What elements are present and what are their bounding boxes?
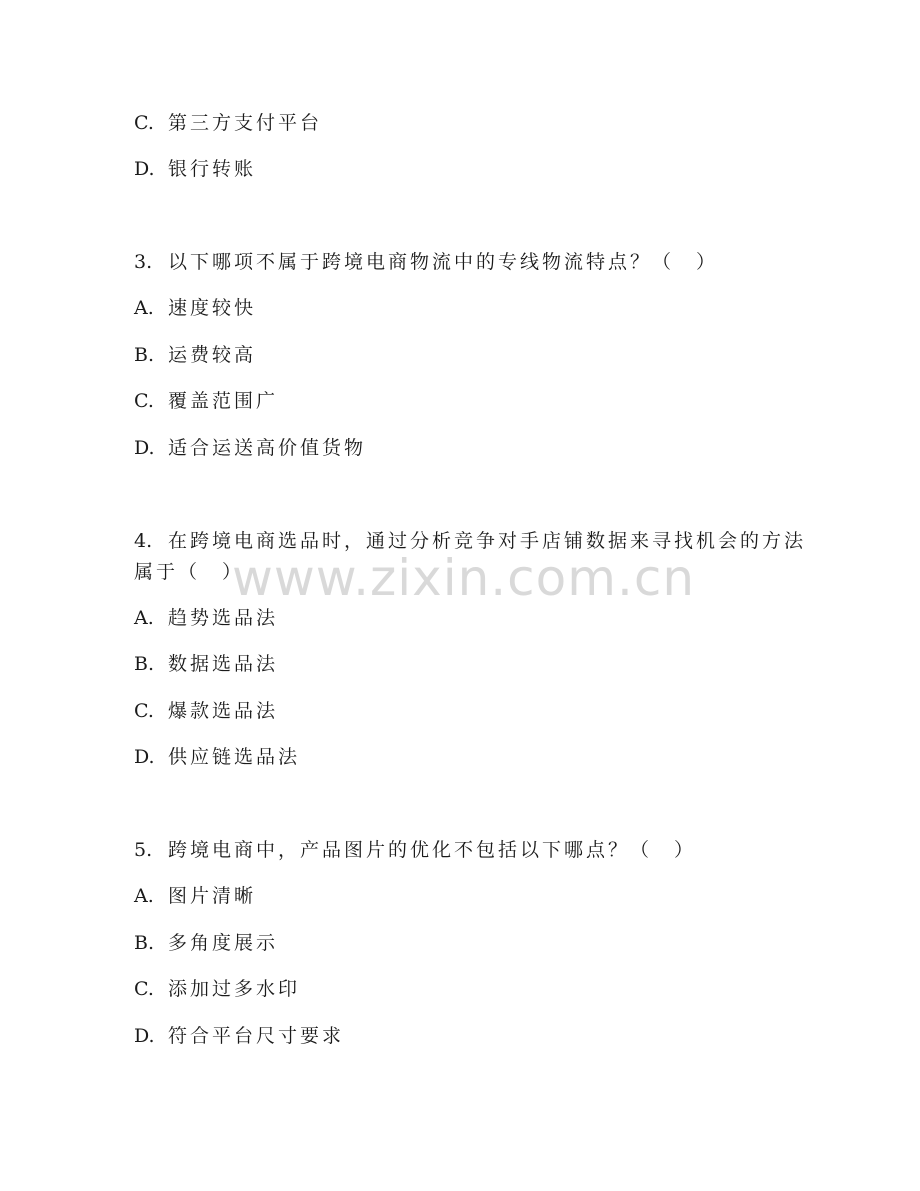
option-row [134, 1024, 344, 1048]
option-row [134, 699, 278, 723]
option-row [134, 931, 278, 955]
option-letter: D. [134, 746, 155, 768]
option-text: 添加过多水印 [168, 978, 301, 1000]
option-letter: B. [134, 932, 155, 954]
option-text: 适合运送高价值货物 [168, 437, 367, 459]
option-letter: B. [134, 653, 155, 675]
option-row [134, 977, 300, 1001]
option-letter: C. [134, 112, 154, 134]
option-text: 趋势选品法 [168, 607, 279, 629]
option-letter: A. [134, 885, 154, 907]
option-text: 数据选品法 [168, 653, 279, 675]
question-number: 3. [134, 251, 153, 273]
option-row [134, 389, 278, 413]
option-text: 供应链选品法 [168, 746, 301, 768]
option-row [134, 296, 256, 320]
option-letter: D. [134, 1025, 155, 1047]
option-row [134, 436, 366, 460]
question-number: 4. [134, 530, 153, 552]
question-text: 在跨境电商选品时，通过分析竞争对手店铺数据来寻找机会的方法 [168, 530, 807, 552]
option-text: 第三方支付平台 [168, 112, 323, 134]
option-row [134, 343, 256, 367]
question-text: 属于（ ） [134, 561, 245, 583]
question-number: 5. [134, 839, 153, 861]
option-row [134, 606, 278, 630]
question-text: 跨境电商中，产品图片的优化不包括以下哪点？（ ） [168, 839, 697, 861]
option-letter: B. [134, 344, 155, 366]
question-text: 以下哪项不属于跨境电商物流中的专线物流特点？（ ） [168, 251, 719, 273]
option-letter: C. [134, 978, 154, 1000]
question-3 [134, 250, 718, 274]
option-row [134, 884, 256, 908]
option-row [134, 745, 300, 769]
option-row [134, 157, 256, 181]
option-letter: D. [134, 437, 155, 459]
option-row [134, 111, 322, 135]
option-text: 符合平台尺寸要求 [168, 1025, 345, 1047]
watermark: www.zixin.com.cn [232, 549, 696, 607]
option-text: 速度较快 [168, 297, 257, 319]
option-text: 图片清晰 [168, 885, 257, 907]
option-letter: C. [134, 700, 154, 722]
option-text: 爆款选品法 [168, 700, 279, 722]
option-text: 覆盖范围广 [168, 390, 279, 412]
option-text: 银行转账 [168, 158, 257, 180]
question-5 [134, 838, 696, 862]
option-letter: A. [134, 607, 154, 629]
option-letter: D. [134, 158, 155, 180]
option-text: 运费较高 [168, 344, 257, 366]
option-row [134, 652, 278, 676]
question-4-continued [134, 560, 244, 584]
option-letter: C. [134, 390, 154, 412]
option-letter: A. [134, 297, 154, 319]
option-text: 多角度展示 [168, 932, 279, 954]
